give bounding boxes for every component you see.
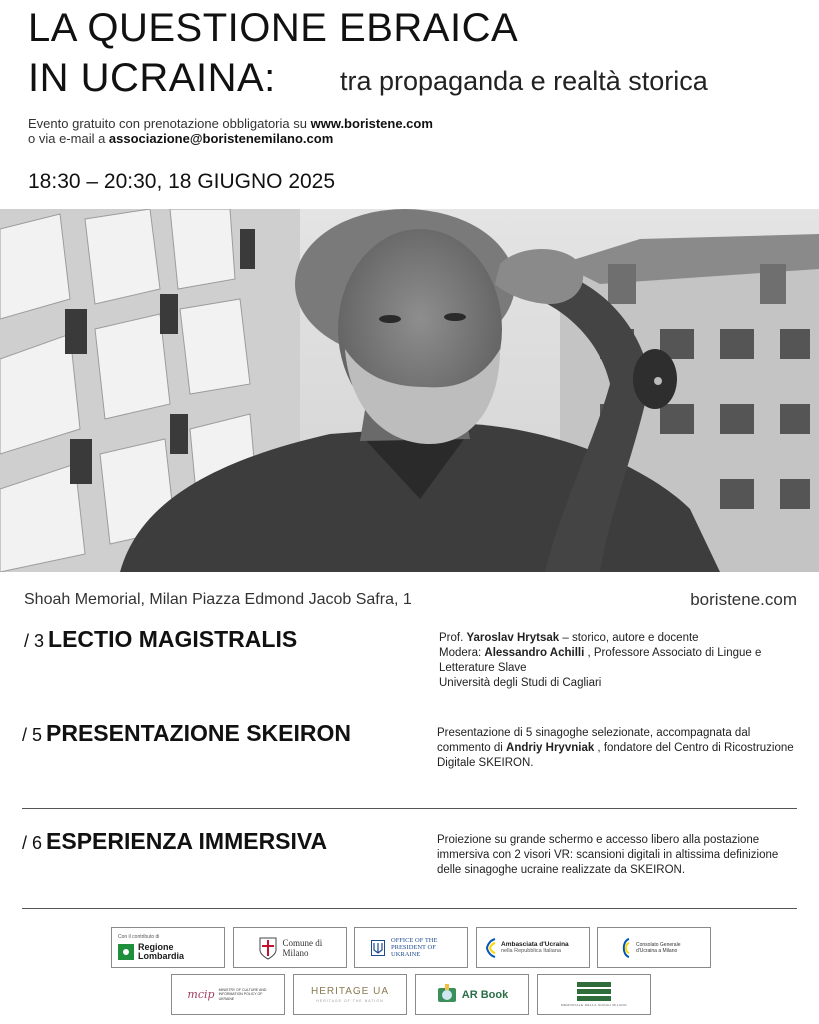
logo-heritage-ua: [293, 974, 407, 1015]
regione-rose-icon: [118, 944, 134, 960]
logo-memoriale-text: MEMORIALE DELLA SHOAH MILANO: [560, 1003, 627, 1007]
logo-heritage-name: HERITAGE UA: [310, 986, 390, 997]
logo-ambasciata: [476, 927, 590, 968]
desc-text: – storico, autore e docente: [559, 632, 699, 644]
section-number: / 3: [24, 631, 45, 651]
logo-consolato: [597, 927, 711, 968]
person-name: Yaroslav Hrytsak: [466, 632, 560, 644]
logo-ambasciata-name: Ambasciata d'Ucraina: [501, 940, 569, 948]
logo-heritage-sub: HERITAGE OF THE NATION: [316, 999, 384, 1003]
logo-president-text: OFFICE OF THE PRESIDENT OF UKRAINE: [391, 937, 438, 958]
milano-crest-icon: [258, 936, 278, 960]
divider: [22, 908, 797, 909]
memoriale-bar: [577, 982, 611, 987]
desc-text: Presentazione di 5 sinagoghe selezionate, accompagnata dal commento di: [437, 727, 751, 754]
section-heading: PRESENTAZIONE SKEIRON: [46, 720, 352, 746]
event-title-line-1: LA QUESTIONE EBRAICA: [28, 6, 519, 50]
logo-comune-name: Comune di Milano: [282, 937, 323, 958]
memoriale-bar: [577, 989, 611, 994]
logo-comune-milano: [233, 927, 347, 968]
desc-text: Prof.: [439, 632, 467, 644]
logo-ministry-culture: [171, 974, 285, 1015]
event-datetime: 18:30 – 20:30, 18 GIUGNO 2025: [28, 170, 336, 193]
logo-regione-caption: Con il contributo di: [118, 934, 160, 940]
logo-regione-lombardia: [111, 927, 225, 968]
desc-text: Proiezione su grande schermo e accesso libero alla postazione immersiva con 2 visori VR: scansioni digitali in altissima definizione delle sinagoghe ucraine realizzate da SKEIRON.: [437, 834, 779, 876]
website-link[interactable]: boristene.com: [690, 590, 797, 609]
ukraine-emblem-icon: [620, 937, 632, 959]
section-lectio-title: [24, 626, 297, 653]
logo-president-office: [354, 927, 468, 968]
booking-link[interactable]: www.boristene.com: [310, 116, 433, 131]
booking-text: Evento gratuito con prenotazione obbligatoria su: [28, 116, 311, 131]
desc-text: Modera:: [439, 647, 485, 659]
logo-arbook-name: AR Book: [461, 988, 509, 1001]
event-title-line-2: IN UCRAINA:: [28, 56, 276, 100]
event-subtitle: tra propaganda e realtà storica: [340, 66, 708, 96]
ukraine-flag-icon: [485, 938, 497, 958]
booking-info: [28, 116, 433, 146]
speaker-photo: [0, 209, 819, 572]
section-immersiva-title: [22, 828, 327, 855]
section-skeiron-desc: [437, 726, 797, 771]
section-immersiva-desc: [437, 833, 797, 878]
logo-consolato-text: Consolato Generale d'Ucraina a Milano: [636, 941, 681, 954]
person-name: Alessandro Achilli: [484, 647, 585, 659]
logo-memoriale-shoah: [537, 974, 651, 1015]
section-lectio-desc: [439, 631, 799, 691]
logo-ministry-mark: mcip: [187, 988, 215, 1001]
logo-ar-book: [415, 974, 529, 1015]
desc-text: , fondatore del Centro di Ricostruzione Digitale SKEIRON.: [437, 742, 794, 769]
logo-ambasciata-sub: nella Repubblica Italiana: [501, 947, 561, 954]
desc-text: Università degli Studi di Cagliari: [439, 677, 602, 689]
booking-email[interactable]: associazione@boristenemilano.com: [108, 131, 334, 146]
person-name: Andriy Hryvniak: [506, 742, 595, 754]
ar-book-icon: [436, 984, 458, 1006]
section-number: / 5: [22, 725, 43, 745]
section-skeiron-title: [22, 720, 351, 747]
logo-ministry-text: MINISTRY OF CULTURE AND INFORMATION POLICY OF UKRAINE: [218, 987, 267, 1001]
section-heading: LECTIO MAGISTRALIS: [48, 626, 298, 652]
divider: [22, 808, 797, 809]
desc-text: , Professore Associato di Lingue e Letterature Slave: [439, 647, 762, 674]
email-text: o via e-mail a: [28, 131, 109, 146]
section-number: / 6: [22, 833, 43, 853]
logo-regione-name: Regione Lombardia: [138, 942, 185, 961]
section-heading: ESPERIENZA IMMERSIVA: [46, 828, 328, 854]
memoriale-bar: [577, 996, 611, 1001]
trident-icon: [371, 940, 385, 956]
venue-address: Shoah Memorial, Milan Piazza Edmond Jacob Safra, 1: [24, 591, 412, 608]
